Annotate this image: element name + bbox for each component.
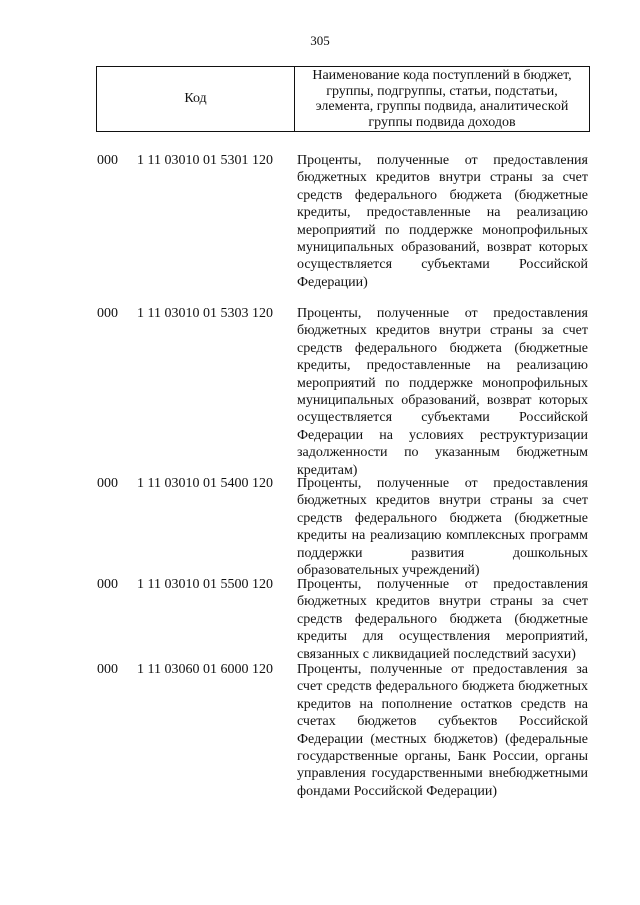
revenue-name: Проценты, полученные от предоставления бюджетных кредитов внутри страны за счет средств федерального бюджета (бюджетные кредиты, предоставленные на реализацию мероприятий по поддержке монопрофильных муниципальных образований, возврат которых осуществляется субъектами Российской Федерации на условиях реструктуризации задолженности по указанным бюджетным кредитам) [297,306,588,478]
revenue-code: 1 11 03010 01 5301 120 [137,153,273,168]
table-row [97,152,592,305]
revenue-code: 1 11 03010 01 5500 120 [137,577,273,592]
table-row [97,475,592,579]
table-body [97,152,592,800]
admin-code: 000 [97,662,118,677]
header-name-cell: Наименование кода поступлений в бюджет, группы, подгруппы, статьи, подстатьи, элемента, группы подвида, аналитической группы подвида доходов [312,68,572,130]
table-header [96,66,590,132]
table-row [97,305,592,478]
admin-code: 000 [97,577,118,592]
revenue-name: Проценты, полученные от предоставления бюджетных кредитов внутри страны за счет средств федерального бюджета (бюджетные кредиты на реализацию комплексных программ поддержки развития дошкольных образовательных учреждений) [297,476,588,579]
table-row [97,661,592,800]
page-number: 305 [310,33,330,48]
revenue-name: Проценты, полученные от предоставления бюджетных кредитов внутри страны за счет средств федерального бюджета (бюджетные кредиты, предоставленные на реализацию мероприятий по поддержке монопрофильных муниципальных образований, возврат которых осуществляется субъектами Российской Федерации) [297,153,588,290]
revenue-code: 1 11 03010 01 5400 120 [137,476,273,491]
revenue-code: 1 11 03010 01 5303 120 [137,306,273,321]
revenue-code: 1 11 03060 01 6000 120 [137,662,273,677]
admin-code: 000 [97,476,118,491]
header-code-cell: Код [97,67,295,131]
table-row [97,576,592,661]
revenue-name: Проценты, полученные от предоставления бюджетных кредитов внутри страны за счет средств федерального бюджета (бюджетные кредиты для осуществления мероприятий, связанных с ликвидацией последствий засухи) [297,577,588,662]
admin-code: 000 [97,153,118,168]
revenue-name: Проценты, полученные от предоставления за счет средств федерального бюджета бюджетных кредитов на пополнение остатков средств на счетах бюджетов субъектов Российской Федерации (местных бюджетов) (федеральные государственные органы, Банк России, органы управления государственными внебюджетными фондами Российской Федерации) [297,662,588,799]
admin-code: 000 [97,306,118,321]
